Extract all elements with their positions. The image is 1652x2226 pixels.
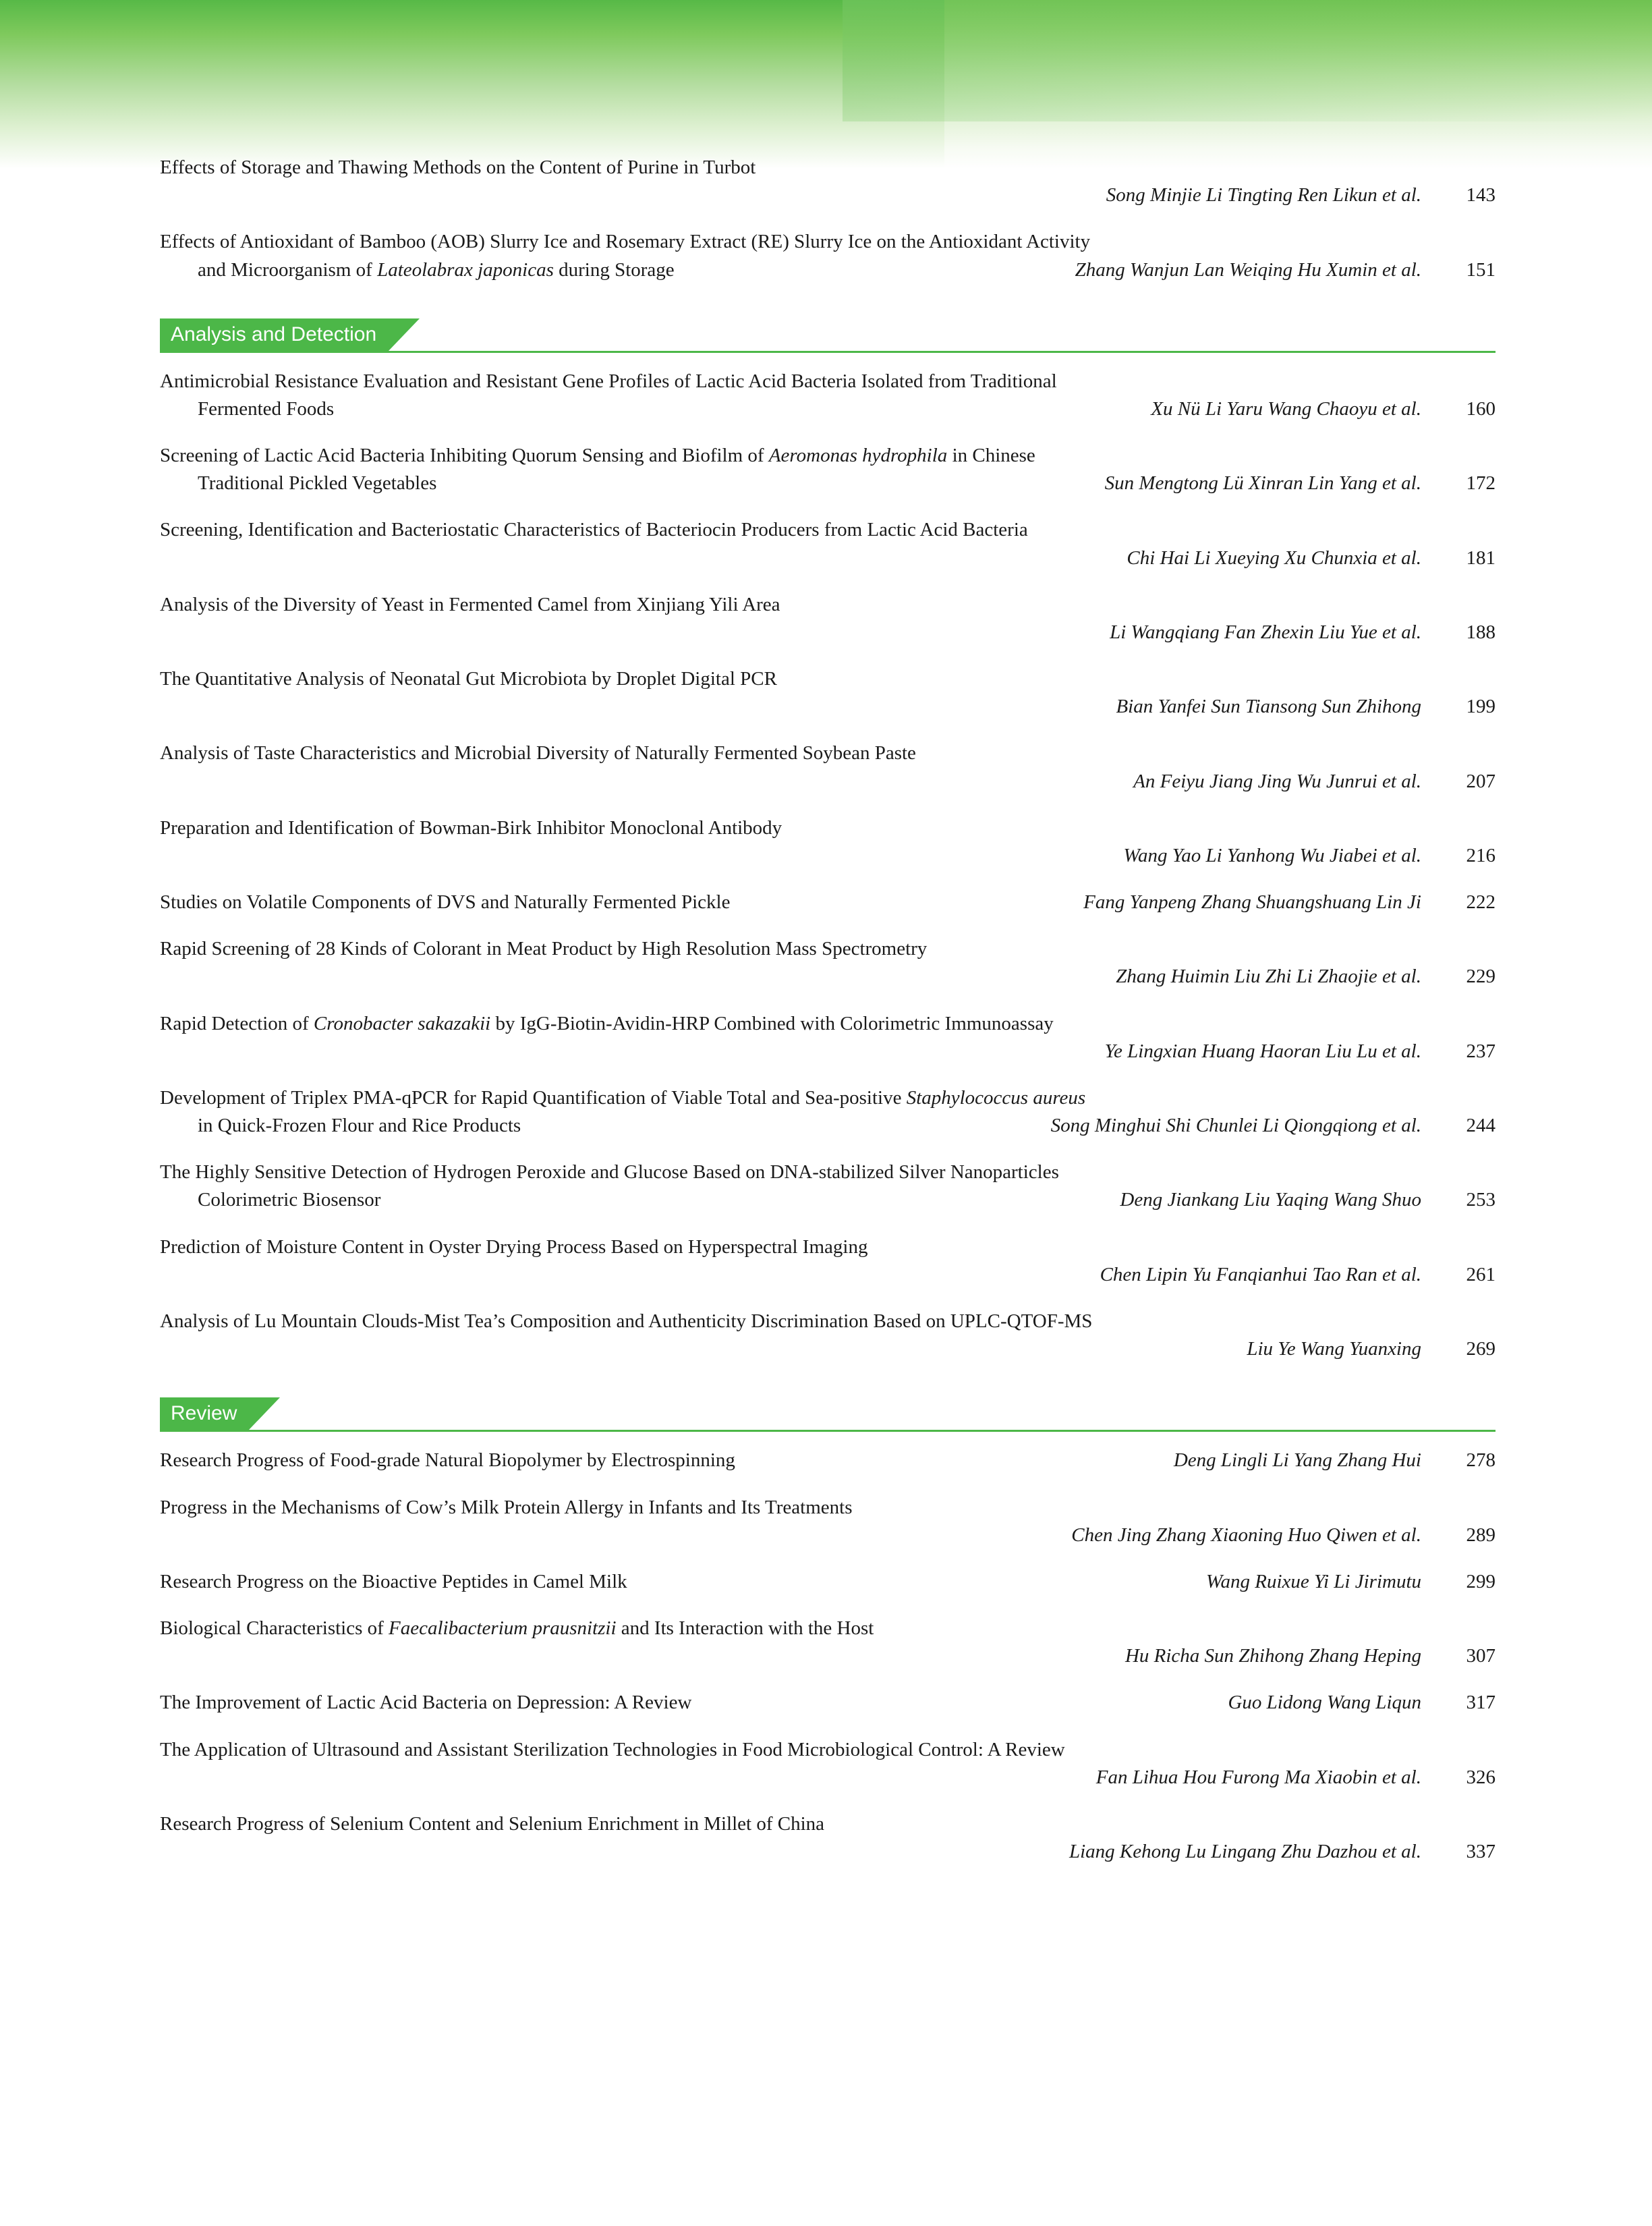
title-text: Screening, Identification and Bacteriostatic Characteristics of Bacteriocin Producers from Lactic Acid Bacteria <box>160 519 1028 541</box>
toc-entry-line <box>160 442 1496 470</box>
toc-entry-line <box>160 516 1496 544</box>
page-number: 307 <box>1466 1645 1496 1667</box>
title-text: Effects of Antioxidant of Bamboo (AOB) Slurry Ice and Rosemary Extract (RE) Slurry Ice on the Antioxidant Activity <box>160 231 1091 253</box>
toc-entry-line <box>160 1112 1496 1140</box>
title-text: Research Progress of Selenium Content and Selenium Enrichment in Millet of China <box>160 1812 825 1835</box>
authors: Chen Lipin Yu Fanqianhui Tao Ran et al. <box>1100 1263 1421 1285</box>
toc-entry-line <box>160 1308 1496 1335</box>
toc-entry[interactable] <box>160 740 1496 795</box>
title-text: Progress in the Mechanisms of Cow’s Milk Protein Allergy in Infants and Its Treatments <box>160 1496 853 1518</box>
section-banner-wrap <box>160 318 389 351</box>
page-number: 337 <box>1466 1841 1496 1863</box>
title-text: in Chinese <box>947 445 1035 467</box>
authors: Song Minjie Li Tingting Ren Likun et al. <box>1106 184 1421 206</box>
section-header <box>160 315 1496 353</box>
toc-entry[interactable] <box>160 1568 1496 1596</box>
page-number: 216 <box>1466 844 1496 866</box>
toc-entry[interactable] <box>160 1689 1496 1717</box>
authors: Li Wangqiang Fan Zhexin Liu Yue et al. <box>1110 621 1421 643</box>
title-text: The Application of Ultrasound and Assistant Sterilization Technologies in Food Microbiological Control: A Review <box>160 1738 1065 1760</box>
authors: An Feiyu Jiang Jing Wu Junrui et al. <box>1133 770 1421 792</box>
page-number: 244 <box>1466 1115 1496 1137</box>
toc-entry-authors-line <box>160 545 1496 572</box>
title-text: Antimicrobial Resistance Evaluation and Resistant Gene Profiles of Lactic Acid Bacteria Isolated from Traditional <box>160 370 1057 392</box>
toc-entry-line <box>160 814 1496 842</box>
toc-entry-line <box>160 395 1496 423</box>
toc-entry-line <box>160 1494 1496 1522</box>
page-number: 188 <box>1466 621 1496 643</box>
title-text: Colorimetric Biosensor <box>198 1189 381 1211</box>
toc-entry-authors-line <box>160 1838 1496 1866</box>
page-number: 289 <box>1466 1524 1496 1546</box>
toc-entry-line <box>160 228 1496 256</box>
toc-entry-line <box>160 470 1496 497</box>
toc-entry-line <box>160 665 1496 693</box>
title-italic-text: Faecalibacterium prausnitzii <box>389 1617 617 1640</box>
title-text: and Microorganism of <box>198 258 378 281</box>
title-text: Fermented Foods <box>198 397 335 420</box>
page-number: 199 <box>1466 696 1496 718</box>
title-text: by IgG-Biotin-Avidin-HRP Combined with Colorimetric Immunoassay <box>490 1012 1054 1034</box>
title-text: Effects of Storage and Thawing Methods on the Content of Purine in Turbot <box>160 157 756 178</box>
page-number: 151 <box>1466 258 1496 281</box>
toc-entry[interactable] <box>160 1159 1496 1214</box>
toc-entry-authors-line <box>160 963 1496 991</box>
authors: Bian Yanfei Sun Tiansong Sun Zhihong <box>1116 696 1421 718</box>
toc-entry-line <box>160 1010 1496 1038</box>
toc-entry-authors-line <box>160 1522 1496 1549</box>
toc-entry[interactable] <box>160 1308 1496 1363</box>
toc-entry[interactable] <box>160 1810 1496 1866</box>
title-continuation <box>160 395 334 423</box>
toc-entry[interactable] <box>160 591 1496 646</box>
toc-entry[interactable] <box>160 516 1496 572</box>
toc-entry-line <box>160 740 1496 767</box>
toc-entry-authors-line <box>160 768 1496 796</box>
title-text: Development of Triplex PMA-qPCR for Rapid Quantification of Viable Total and Sea-positive <box>160 1086 907 1109</box>
toc-entry-line <box>160 1689 1496 1717</box>
toc-entry[interactable] <box>160 154 1496 209</box>
toc-entry[interactable] <box>160 1233 1496 1289</box>
page-number: 181 <box>1466 547 1496 569</box>
title-text: during Storage <box>553 258 675 281</box>
title-continuation <box>160 256 675 284</box>
toc-entry-line <box>160 1233 1496 1261</box>
authors: Fang Yanpeng Zhang Shuangshuang Lin Ji <box>1083 891 1421 914</box>
authors: Hu Richa Sun Zhihong Zhang Heping <box>1124 1645 1421 1667</box>
title-text: The Improvement of Lactic Acid Bacteria on Depression: A Review <box>160 1692 692 1714</box>
page-number: 229 <box>1466 966 1496 988</box>
toc-entry-authors-line <box>160 693 1496 721</box>
title-text: The Highly Sensitive Detection of Hydrogen Peroxide and Glucose Based on DNA-stabilized Silver Nanoparticles <box>160 1161 1059 1184</box>
section-divider <box>160 351 1496 353</box>
toc-content <box>160 154 1496 1885</box>
toc-entry-line <box>160 1736 1496 1764</box>
page-number: 299 <box>1466 1570 1496 1592</box>
toc-entry-line <box>160 256 1496 284</box>
toc-entry-authors-line <box>160 1261 1496 1289</box>
page-number: 160 <box>1466 397 1496 420</box>
toc-entry[interactable] <box>160 665 1496 721</box>
toc-entry[interactable] <box>160 1447 1496 1474</box>
authors: Song Minghui Shi Chunlei Li Qiongqiong et al. <box>1050 1115 1421 1137</box>
page-number: 253 <box>1466 1189 1496 1211</box>
authors: Chi Hai Li Xueying Xu Chunxia et al. <box>1127 547 1421 569</box>
authors: Ye Lingxian Huang Haoran Liu Lu et al. <box>1104 1040 1421 1062</box>
title-text: Screening of Lactic Acid Bacteria Inhibiting Quorum Sensing and Biofilm of <box>160 445 769 467</box>
title-continuation <box>160 1112 521 1140</box>
section-title: Review <box>160 1397 249 1430</box>
title-text: Analysis of Lu Mountain Clouds-Mist Tea’s Composition and Authenticity Discrimination Based on UPLC-QTOF-MS <box>160 1310 1093 1332</box>
page-number: 326 <box>1466 1766 1496 1788</box>
section-banner-wrap <box>160 1397 249 1430</box>
toc-entry[interactable] <box>160 1010 1496 1065</box>
title-continuation <box>160 470 436 497</box>
toc-entry[interactable] <box>160 1615 1496 1670</box>
toc-entry[interactable] <box>160 1494 1496 1549</box>
page-number: 172 <box>1466 472 1496 495</box>
toc-entry-authors-line <box>160 1038 1496 1065</box>
toc-entry-line <box>160 1615 1496 1642</box>
page-number: 222 <box>1466 891 1496 914</box>
authors: Zhang Huimin Liu Zhi Li Zhaojie et al. <box>1116 966 1421 988</box>
toc-entry[interactable] <box>160 1736 1496 1791</box>
page-number: 269 <box>1466 1338 1496 1360</box>
authors: Sun Mengtong Lü Xinran Lin Yang et al. <box>1104 472 1421 495</box>
toc-entry-line <box>160 1159 1496 1186</box>
toc-entry-line <box>160 1810 1496 1838</box>
page-number: 261 <box>1466 1263 1496 1285</box>
authors: Xu Nü Li Yaru Wang Chaoyu et al. <box>1151 397 1421 420</box>
authors: Liu Ye Wang Yuanxing <box>1247 1338 1421 1360</box>
title-text: in Quick-Frozen Flour and Rice Products <box>198 1115 521 1137</box>
page-number: 317 <box>1466 1692 1496 1714</box>
title-text: Rapid Detection of <box>160 1012 314 1034</box>
toc-entry[interactable] <box>160 1084 1496 1140</box>
toc-entry-authors-line <box>160 1642 1496 1670</box>
toc-entry-line <box>160 889 1496 916</box>
title-italic-text: Lateolabrax japonicas <box>377 258 554 281</box>
toc-entry-line <box>160 1447 1496 1474</box>
authors: Deng Lingli Li Yang Zhang Hui <box>1173 1449 1421 1472</box>
toc-entry-line <box>160 368 1496 395</box>
page-number: 278 <box>1466 1449 1496 1472</box>
toc-entry[interactable] <box>160 442 1496 497</box>
title-text: Research Progress of Food-grade Natural Biopolymer by Electrospinning <box>160 1449 735 1472</box>
authors: Guo Lidong Wang Liqun <box>1228 1692 1421 1714</box>
authors: Zhang Wanjun Lan Weiqing Hu Xumin et al. <box>1075 258 1421 281</box>
title-italic-text: Aeromonas hydrophila <box>768 445 948 467</box>
authors: Liang Kehong Lu Lingang Zhu Dazhou et al. <box>1069 1841 1421 1863</box>
title-text: Analysis of Taste Characteristics and Microbial Diversity of Naturally Fermented Soybean Paste <box>160 742 916 764</box>
toc-entry-authors-line <box>160 1335 1496 1363</box>
toc-entry-authors-line <box>160 842 1496 870</box>
toc-entry[interactable] <box>160 889 1496 916</box>
page-number: 237 <box>1466 1040 1496 1062</box>
toc-entry-line <box>160 1084 1496 1112</box>
authors: Wang Ruixue Yi Li Jirimutu <box>1206 1570 1421 1592</box>
title-continuation <box>160 1186 380 1214</box>
decorative-header-band-right <box>843 0 1652 121</box>
title-text: Analysis of the Diversity of Yeast in Fermented Camel from Xinjiang Yili Area <box>160 593 780 615</box>
title-text: Rapid Screening of 28 Kinds of Colorant in Meat Product by High Resolution Mass Spectrometry <box>160 938 928 960</box>
section-divider <box>160 1430 1496 1432</box>
title-text: and Its Interaction with the Host <box>616 1617 874 1640</box>
title-text: The Quantitative Analysis of Neonatal Gut Microbiota by Droplet Digital PCR <box>160 668 777 690</box>
title-text: Research Progress on the Bioactive Peptides in Camel Milk <box>160 1570 627 1592</box>
title-text: Biological Characteristics of <box>160 1617 389 1640</box>
toc-entry[interactable] <box>160 935 1496 991</box>
toc-entry[interactable] <box>160 814 1496 870</box>
section-header <box>160 1394 1496 1432</box>
toc-entry[interactable] <box>160 368 1496 423</box>
section-title: Analysis and Detection <box>160 318 389 351</box>
authors: Wang Yao Li Yanhong Wu Jiabei et al. <box>1123 844 1421 866</box>
toc-entry-line <box>160 591 1496 619</box>
authors: Chen Jing Zhang Xiaoning Huo Qiwen et al. <box>1071 1524 1421 1546</box>
page-number: 143 <box>1466 184 1496 206</box>
toc-entry-line <box>160 1186 1496 1214</box>
toc-entry-authors-line <box>160 619 1496 646</box>
toc-entry-line <box>160 154 1496 182</box>
toc-entry[interactable] <box>160 228 1496 283</box>
authors: Fan Lihua Hou Furong Ma Xiaobin et al. <box>1095 1766 1421 1788</box>
toc-entry-line <box>160 1568 1496 1596</box>
decorative-header-band-left <box>0 0 944 169</box>
toc-entry-line <box>160 935 1496 963</box>
title-italic-text: Staphylococcus aureus <box>906 1086 1086 1109</box>
title-text: Preparation and Identification of Bowman-Birk Inhibitor Monoclonal Antibody <box>160 816 782 839</box>
page-number: 207 <box>1466 770 1496 792</box>
toc-entry-authors-line <box>160 1764 1496 1791</box>
title-text: Studies on Volatile Components of DVS and Naturally Fermented Pickle <box>160 891 731 914</box>
title-text: Prediction of Moisture Content in Oyster Drying Process Based on Hyperspectral Imaging <box>160 1235 868 1258</box>
toc-entry-authors-line <box>160 182 1496 209</box>
authors: Deng Jiankang Liu Yaqing Wang Shuo <box>1120 1189 1421 1211</box>
title-italic-text: Cronobacter sakazakii <box>313 1012 491 1034</box>
title-text: Traditional Pickled Vegetables <box>198 472 437 495</box>
